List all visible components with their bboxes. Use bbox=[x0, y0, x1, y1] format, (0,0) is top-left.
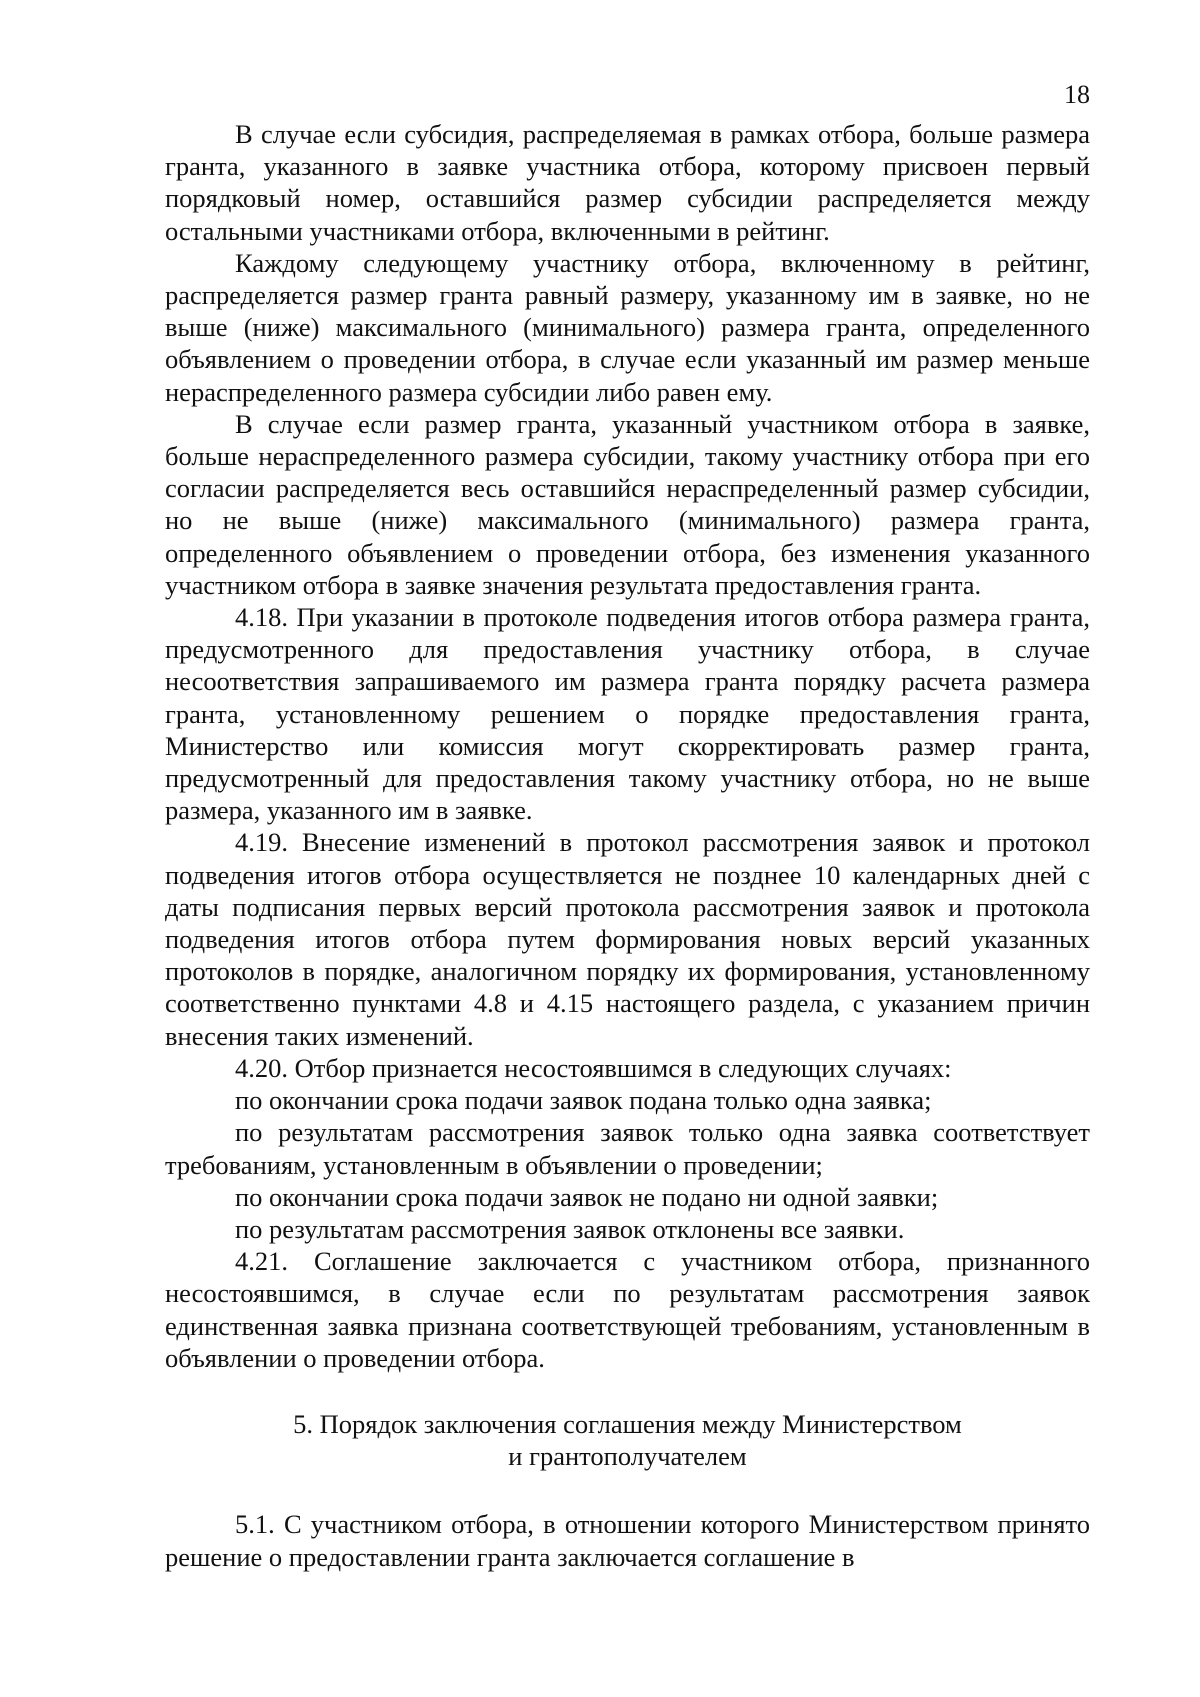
paragraph-grant-exceeds: В случае если размер гранта, указанный участником отбора в заявке, больше нераспределенного размера субсидии, такому участнику отбора при его согласии распределяется весь оставшийся нераспределенный размер субсидии, но не выше (ниже) максимального (минимального) размера гранта, определенного объявлением о проведении отбора, без изменения указанного участником отбора в заявке значения результата предоставления гранта. bbox=[165, 408, 1090, 600]
section-heading bbox=[165, 1408, 1090, 1472]
clause-5-1: 5.1. С участником отбора, в отношении которого Министерством принято решение о предоставлении гранта заключается соглашение в bbox=[165, 1509, 1090, 1572]
list-item: по окончании срока подачи заявок не подано ни одной заявки; bbox=[235, 1181, 939, 1212]
clause-4-18: 4.18. При указании в протоколе подведения итогов отбора размера гранта, предусмотренного для предоставления участнику отбора, в случае несоответствия запрашиваемого им размера гранта порядку расчета размера гранта, установленному решением о порядке предоставления гранта, Министерство или комиссия могут скорректировать размер гранта, предусмотренный для предоставления такому участнику отбора, но не выше размера, указанного им в заявке. bbox=[165, 602, 1090, 826]
list-item: по окончании срока подачи заявок подана только одна заявка; bbox=[235, 1085, 932, 1116]
clause-4-19: 4.19. Внесение изменений в протокол рассмотрения заявок и протокол подведения итогов отбора осуществляется не позднее 10 календарных дней с даты подписания первых версий протокола рассмотрения заявок и протокола подведения итогов отбора путем формирования новых версий указанных протоколов в порядке, аналогичном порядку их формирования, установленному соответственно пунктами 4.8 и 4.15 настоящего раздела, с указанием причин внесения таких изменений. bbox=[165, 827, 1090, 1051]
list-item: по результатам рассмотрения заявок отклонены все заявки. bbox=[235, 1213, 905, 1244]
clause-4-20: 4.20. Отбор признается несостоявшимся в следующих случаях: bbox=[235, 1052, 952, 1083]
section-heading-line-2: и грантополучателем bbox=[508, 1441, 747, 1472]
clause-4-21: 4.21. Соглашение заключается с участником отбора, признанного несостоявшимся, в случае если по результатам рассмотрения заявок единственная заявка признана соответствующей требованиям, установленным в объявлении о проведении отбора. bbox=[165, 1246, 1090, 1373]
document-body bbox=[165, 118, 1090, 1573]
paragraph-subsidy-distribution: В случае если субсидия, распределяемая в рамках отбора, больше размера гранта, указанного в заявке участника отбора, которому присвоен первый порядковый номер, оставшийся размер субсидии распределяется между остальными участниками отбора, включенными в рейтинг. bbox=[165, 119, 1090, 246]
list-item: по результатам рассмотрения заявок только одна заявка соответствует требованиям, установленным в объявлении о проведении; bbox=[165, 1117, 1090, 1180]
paragraph-next-participant: Каждому следующему участнику отбора, включенному в рейтинг, распределяется размер гранта равный размеру, указанному им в заявке, но не выше (ниже) максимального (минимального) размера гранта, определенного объявлением о проведении отбора, в случае если указанный им размер меньше нераспределенного размера субсидии либо равен ему. bbox=[165, 247, 1090, 407]
page-number: 18 bbox=[1064, 80, 1090, 109]
section-heading-line-1: 5. Порядок заключения соглашения между Министерством bbox=[293, 1408, 962, 1439]
